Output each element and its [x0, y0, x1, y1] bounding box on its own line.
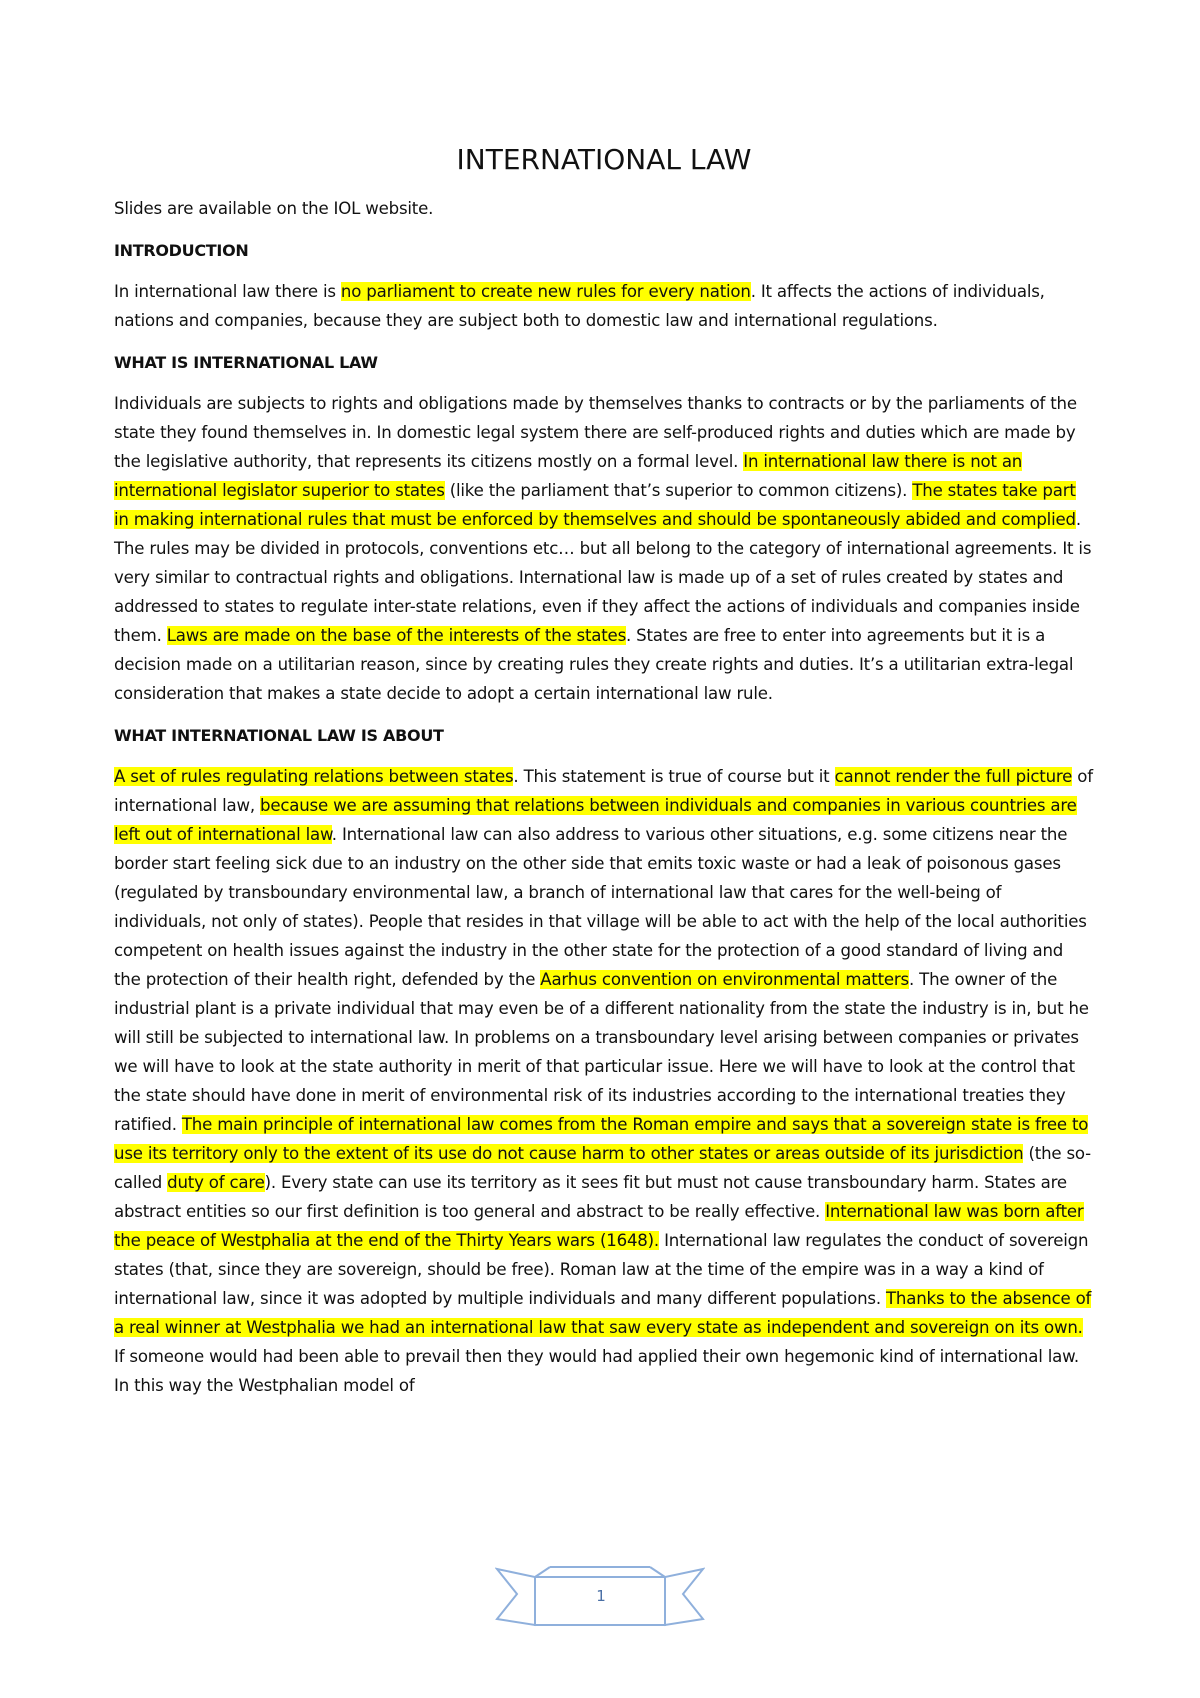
highlighted-text: Thanks to the absence of a real winner at Westphalia we had an international law that saw every state as independent and sovereign on its own.: [114, 1289, 1092, 1337]
highlighted-text: In international law there is not an international legislator superior to states: [114, 452, 1023, 500]
text-run: Individuals are subjects to rights and obligations made by themselves thanks to contracts or by the parliaments of the state they found themselves in. In domestic legal system there are self-produced rights and duties which are made by the legislative authority, that represents its citizens mostly on a formal level.: [114, 394, 1077, 471]
section-heading: WHAT INTERNATIONAL LAW IS ABOUT: [114, 726, 444, 745]
document-body: [114, 140, 1094, 1413]
section-introduction: [114, 236, 1094, 335]
page-number-ribbon: [495, 1563, 705, 1639]
section-paragraph: [114, 277, 1094, 335]
section-paragraph: [114, 762, 1094, 1400]
highlighted-text: no parliament to create new rules for every nation: [340, 282, 751, 301]
text-run: ). Every state can use its territory as it sees fit but must not cause transboundary harm. States are abstract entities so our first definition is too general and abstract to be really effective.: [114, 1173, 1067, 1221]
text-run: In international law there is: [114, 282, 341, 301]
text-run: . It affects the actions of individuals, nations and companies, because they are subject both to domestic law and international regulations.: [114, 282, 1045, 330]
text-run: If someone would had been able to prevail then they would had applied their own hegemonic kind of international law. In this way the Westphalian model of: [114, 1347, 1079, 1395]
section-what-is-international-law: [114, 348, 1094, 708]
text-run: . The owner of the industrial plant is a private individual that may even be of a different nationality from the state the industry is in, but he will still be subjected to international law. In problems on a transboundary level arising between companies or privates we will have to look at the state authority in merit of that particular issue. Here we will have to look at the control that the state should have done in merit of environmental risk of its industries according to the international treaties they ratified.: [114, 970, 1089, 1134]
text-run: . This statement is true of course but it: [513, 767, 835, 786]
highlighted-text: Aarhus convention on environmental matters: [540, 970, 909, 989]
document-title: INTERNATIONAL LAW: [456, 143, 752, 176]
text-run: (like the parliament that’s superior to common citizens).: [444, 481, 913, 500]
text-run: International law regulates the conduct of sovereign states (that, since they are sovereign, should be free). Roman law at the time of the empire was in a way a kind of international law, since it was adopted by multiple individuals and many different populations.: [114, 1231, 1089, 1308]
text-run: . International law can also address to various other situations, e.g. some citizens near the border start feeling sick due to an industry on the other side that emits toxic waste or had a leak of poisonous gases (regulated by transboundary environmental law, a branch of international law that cares for the well-being of individuals, not only of states). People that resides in that village will be able to act with the help of the local authorities competent on health issues against the industry in the other state for the protection of a good standard of living and the protection of their health right, defended by the: [114, 825, 1087, 989]
highlighted-text: A set of rules regulating relations between states: [114, 767, 514, 786]
highlighted-text: International law was born after the peace of Westphalia at the end of the Thirty Years wars (1648).: [114, 1202, 1084, 1250]
text-run: . The rules may be divided in protocols, conventions etc… but all belong to the category of international agreements. It is very similar to contractual rights and obligations. International law is made up of a set of rules created by states and addressed to states to regulate inter-state relations, even if they affect the actions of individuals and companies inside them.: [114, 510, 1092, 645]
page-number: 1: [596, 1587, 606, 1605]
highlighted-text: Laws are made on the base of the interests of the states: [166, 626, 627, 645]
section-heading: WHAT IS INTERNATIONAL LAW: [114, 353, 378, 372]
highlighted-text: The main principle of international law comes from the Roman empire and says that a sovereign state is free to use its territory only to the extent of its use do not cause harm to other states or areas outside of its jurisdiction: [114, 1115, 1089, 1163]
highlighted-text: cannot render the full picture: [834, 767, 1073, 786]
highlighted-text: The states take part in making international rules that must be enforced by themselves and should be spontaneously abided and complied: [114, 481, 1076, 529]
section-paragraph: [114, 389, 1094, 708]
text-run: of international law,: [114, 767, 1093, 815]
section-what-international-law-is-about: [114, 721, 1094, 1400]
intro-note: Slides are available on the IOL website.: [114, 199, 434, 218]
text-run: (the so-called: [114, 1144, 1091, 1192]
text-run: . States are free to enter into agreements but it is a decision made on a utilitarian reason, since by creating rules they create rights and duties. It’s a utilitarian extra-legal consideration that makes a state decide to adopt a certain international law rule.: [114, 626, 1074, 703]
section-heading: INTRODUCTION: [114, 241, 249, 260]
highlighted-text: because we are assuming that relations between individuals and companies in various countries are left out of international law: [114, 796, 1077, 844]
highlighted-text: duty of care: [167, 1173, 265, 1192]
